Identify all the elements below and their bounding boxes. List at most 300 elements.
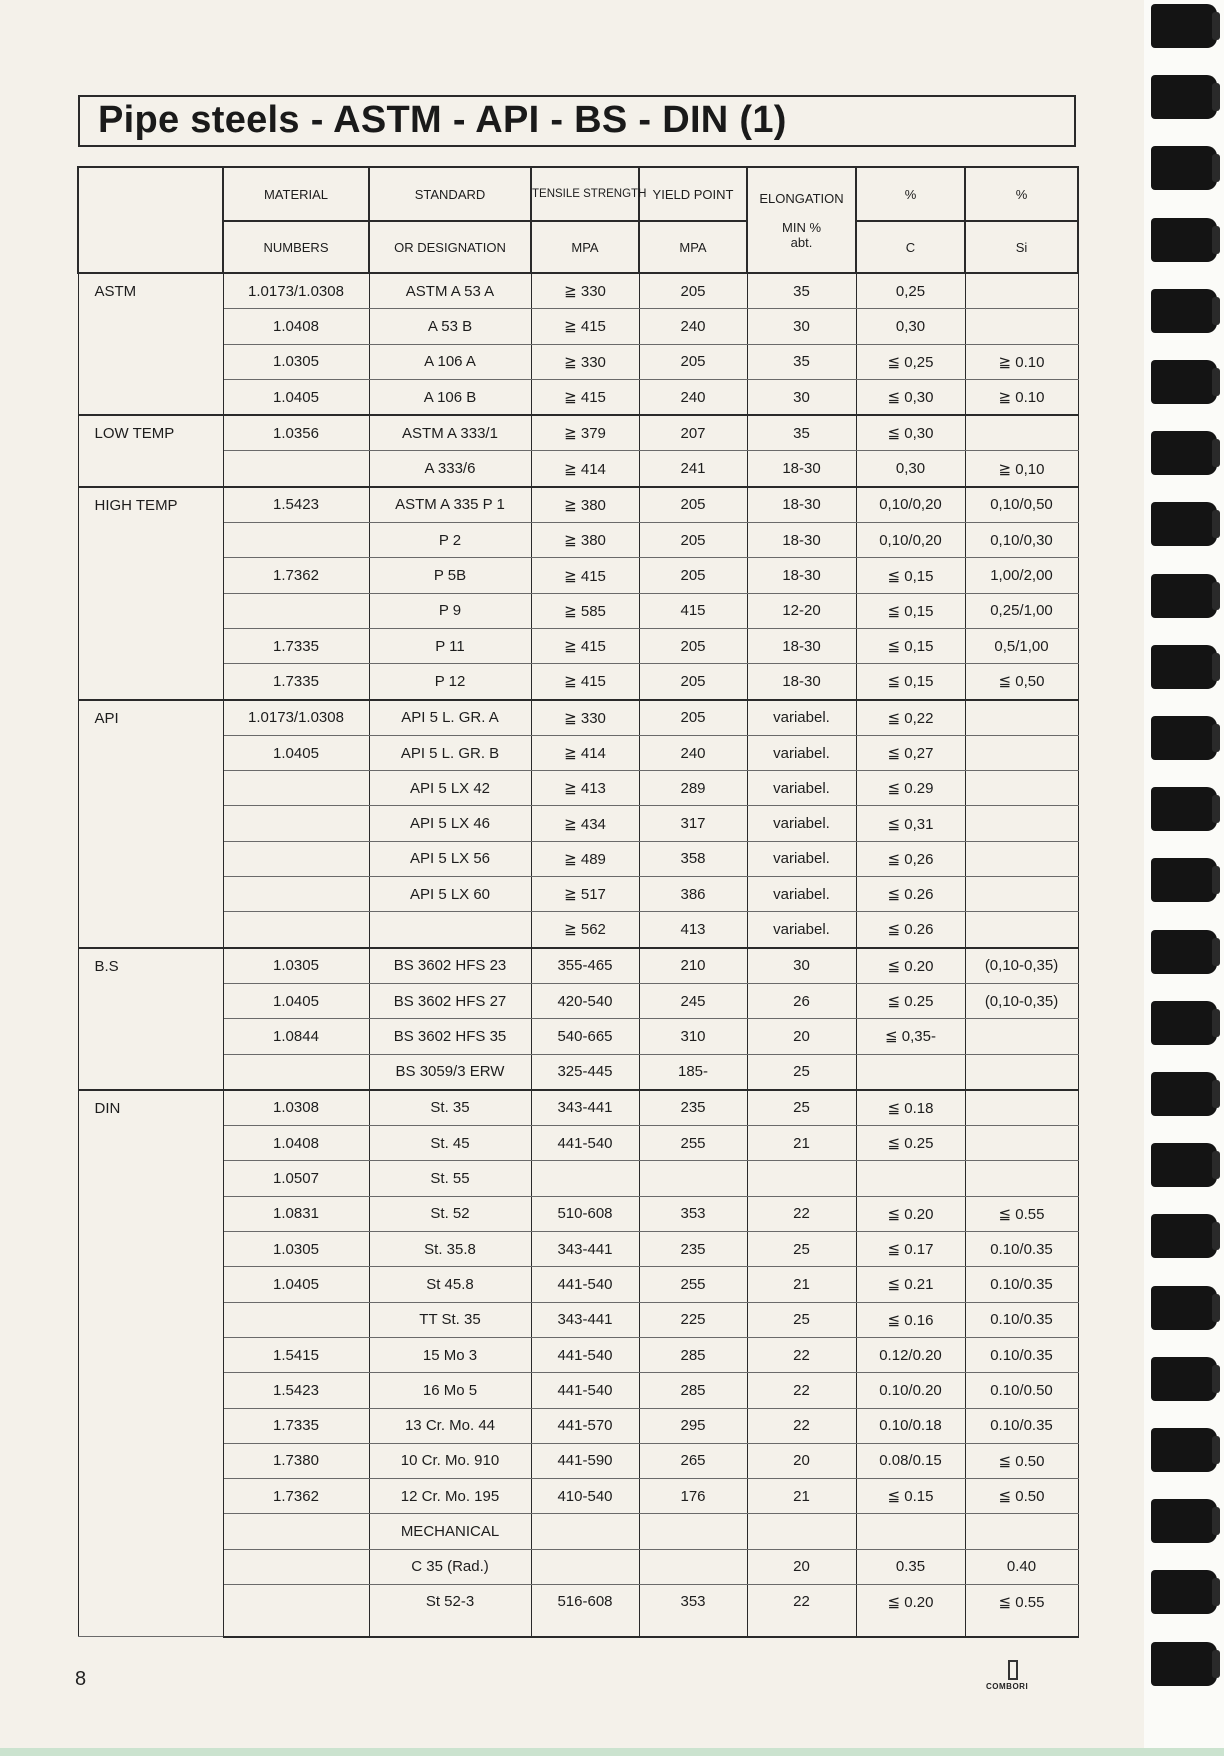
standard-cell: 15 Mo 3: [369, 1337, 531, 1372]
carbon-cell: ≦ 0,30: [856, 415, 965, 451]
silicon-cell: 0.10/0.35: [965, 1232, 1078, 1267]
yield-point-cell: 413: [639, 912, 747, 948]
standard-cell: St. 35.8: [369, 1232, 531, 1267]
standard-cell: C 35 (Rad.): [369, 1549, 531, 1584]
binding-ring-icon: [1151, 858, 1217, 902]
standard-cell: 16 Mo 5: [369, 1373, 531, 1408]
table-row: [78, 1054, 1078, 1090]
table-row: [78, 1090, 1078, 1126]
standard-cell: [369, 912, 531, 948]
elongation-cell: variabel.: [747, 841, 856, 876]
binding-ring-icon: [1151, 1357, 1217, 1401]
yield-point-cell: 265: [639, 1443, 747, 1478]
tensile-strength-cell: ≧ 330: [531, 273, 639, 309]
table-row: [78, 1019, 1078, 1054]
standard-cell: St. 52: [369, 1196, 531, 1231]
bottom-strip: [0, 1748, 1224, 1756]
title-box: [78, 95, 1076, 147]
yield-point-cell: 235: [639, 1090, 747, 1126]
material-number-cell: [223, 1302, 369, 1337]
carbon-cell: ≦ 0.17: [856, 1232, 965, 1267]
carbon-cell: 0.12/0.20: [856, 1337, 965, 1372]
tensile-strength-cell: ≧ 415: [531, 309, 639, 344]
carbon-cell: ≦ 0,25: [856, 344, 965, 379]
binding-ring-icon: [1151, 1286, 1217, 1330]
standard-cell: P 2: [369, 523, 531, 558]
tensile-strength-cell: ≧ 415: [531, 379, 639, 415]
elongation-cell: 18-30: [747, 523, 856, 558]
carbon-cell: ≦ 0.25: [856, 1126, 965, 1161]
table-row: [78, 523, 1078, 558]
tensile-strength-cell: 516-608: [531, 1584, 639, 1637]
silicon-cell: (0,10-0,35): [965, 983, 1078, 1018]
elongation-cell: 12-20: [747, 593, 856, 628]
silicon-cell: 0,5/1,00: [965, 628, 1078, 663]
group-label: ASTM: [78, 273, 223, 415]
material-number-cell: 1.7380: [223, 1443, 369, 1478]
tensile-strength-cell: 355-465: [531, 948, 639, 984]
binding-ring-icon: [1151, 360, 1217, 404]
elongation-cell: 25: [747, 1054, 856, 1090]
elongation-cell: 20: [747, 1019, 856, 1054]
group-label: DIN: [78, 1090, 223, 1637]
elongation-cell: 26: [747, 983, 856, 1018]
silicon-cell: 0.40: [965, 1549, 1078, 1584]
elongation-cell: [747, 1161, 856, 1196]
group-label: HIGH TEMP: [78, 487, 223, 700]
standard-cell: St 52-3: [369, 1584, 531, 1637]
spiral-binding: [1144, 0, 1224, 1756]
yield-point-cell: 207: [639, 415, 747, 451]
elongation-cell: 25: [747, 1232, 856, 1267]
binding-ring-icon: [1151, 1072, 1217, 1116]
elongation-cell: 25: [747, 1302, 856, 1337]
carbon-cell: ≦ 0,15: [856, 628, 965, 663]
silicon-cell: [965, 1090, 1078, 1126]
standard-cell: API 5 LX 46: [369, 806, 531, 841]
silicon-cell: ≦ 0.55: [965, 1196, 1078, 1231]
publisher-logo: [984, 1660, 1044, 1694]
binding-ring-icon: [1151, 146, 1217, 190]
elongation-cell: 30: [747, 948, 856, 984]
table-row: [78, 1408, 1078, 1443]
standard-cell: A 106 B: [369, 379, 531, 415]
table-row: [78, 806, 1078, 841]
tensile-strength-cell: 420-540: [531, 983, 639, 1018]
material-number-cell: 1.0831: [223, 1196, 369, 1231]
silicon-cell: [965, 273, 1078, 309]
header-c-element: C: [856, 221, 965, 273]
header-standard: STANDARD: [369, 167, 531, 221]
binding-ring-icon: [1151, 1499, 1217, 1543]
header-elongation-abt: abt.: [790, 234, 813, 250]
standard-cell: St. 55: [369, 1161, 531, 1196]
carbon-cell: ≦ 0,30: [856, 379, 965, 415]
tensile-strength-cell: ≧ 414: [531, 735, 639, 770]
material-number-cell: [223, 841, 369, 876]
material-number-cell: 1.7335: [223, 664, 369, 700]
header-material-sub: NUMBERS: [223, 221, 369, 273]
binding-ring-icon: [1151, 645, 1217, 689]
table-row: [78, 1302, 1078, 1337]
standard-cell: API 5 LX 60: [369, 877, 531, 912]
carbon-cell: ≦ 0,26: [856, 841, 965, 876]
yield-point-cell: 245: [639, 983, 747, 1018]
yield-point-cell: 255: [639, 1126, 747, 1161]
standard-cell: P 12: [369, 664, 531, 700]
table-row: [78, 1337, 1078, 1372]
standard-cell: 12 Cr. Mo. 195: [369, 1479, 531, 1514]
material-number-cell: 1.0405: [223, 735, 369, 770]
carbon-cell: ≦ 0.20: [856, 948, 965, 984]
standard-cell: P 9: [369, 593, 531, 628]
table-row: [78, 1373, 1078, 1408]
carbon-cell: ≦ 0,15: [856, 664, 965, 700]
silicon-cell: (0,10-0,35): [965, 948, 1078, 984]
elongation-cell: 18-30: [747, 558, 856, 593]
header-si-percent: %: [965, 167, 1078, 221]
silicon-cell: ≦ 0.50: [965, 1479, 1078, 1514]
elongation-cell: 30: [747, 309, 856, 344]
yield-point-cell: [639, 1549, 747, 1584]
yield-point-cell: 285: [639, 1373, 747, 1408]
material-number-cell: [223, 806, 369, 841]
yield-point-cell: 210: [639, 948, 747, 984]
yield-point-cell: 205: [639, 558, 747, 593]
group-label: LOW TEMP: [78, 415, 223, 487]
material-number-cell: 1.0173/1.0308: [223, 273, 369, 309]
table-row: [78, 664, 1078, 700]
material-number-cell: 1.0173/1.0308: [223, 700, 369, 736]
tensile-strength-cell: ≧ 415: [531, 628, 639, 663]
yield-point-cell: 353: [639, 1584, 747, 1637]
group-label: B.S: [78, 948, 223, 1090]
carbon-cell: 0.10/0.18: [856, 1408, 965, 1443]
binding-ring-icon: [1151, 930, 1217, 974]
carbon-cell: ≦ 0,15: [856, 593, 965, 628]
table-row: [78, 593, 1078, 628]
table-row: [78, 344, 1078, 379]
tensile-strength-cell: 510-608: [531, 1196, 639, 1231]
elongation-cell: 20: [747, 1549, 856, 1584]
carbon-cell: 0,10/0,20: [856, 523, 965, 558]
tensile-strength-cell: 343-441: [531, 1232, 639, 1267]
header-standard-sub: OR DESIGNATION: [369, 221, 531, 273]
standard-cell: 13 Cr. Mo. 44: [369, 1408, 531, 1443]
elongation-cell: 25: [747, 1090, 856, 1126]
silicon-cell: [965, 1054, 1078, 1090]
header-elongation-title: ELONGATION: [759, 190, 844, 206]
table-row: [78, 948, 1078, 984]
binding-ring-icon: [1151, 218, 1217, 262]
pipe-steels-table: [77, 166, 1079, 1638]
table-row: [78, 877, 1078, 912]
silicon-cell: [965, 877, 1078, 912]
standard-cell: ASTM A 333/1: [369, 415, 531, 451]
standard-cell: API 5 L. GR. B: [369, 735, 531, 770]
carbon-cell: ≦ 0.26: [856, 912, 965, 948]
material-number-cell: [223, 1054, 369, 1090]
yield-point-cell: 205: [639, 664, 747, 700]
standard-cell: API 5 LX 56: [369, 841, 531, 876]
standard-cell: MECHANICAL: [369, 1514, 531, 1549]
material-number-cell: [223, 912, 369, 948]
silicon-cell: [965, 700, 1078, 736]
carbon-cell: 0,10/0,20: [856, 487, 965, 523]
yield-point-cell: 235: [639, 1232, 747, 1267]
tensile-strength-cell: ≧ 585: [531, 593, 639, 628]
carbon-cell: ≦ 0,31: [856, 806, 965, 841]
carbon-cell: [856, 1514, 965, 1549]
tensile-strength-cell: ≧ 380: [531, 523, 639, 558]
header-c-percent: %: [856, 167, 965, 221]
yield-point-cell: 353: [639, 1196, 747, 1231]
table-row: [78, 628, 1078, 663]
silicon-cell: ≦ 0,50: [965, 664, 1078, 700]
tensile-strength-cell: ≧ 414: [531, 451, 639, 487]
table-row: [78, 735, 1078, 770]
standard-cell: P 11: [369, 628, 531, 663]
silicon-cell: [965, 415, 1078, 451]
material-number-cell: 1.0408: [223, 309, 369, 344]
elongation-cell: variabel.: [747, 912, 856, 948]
silicon-cell: 0.10/0.35: [965, 1337, 1078, 1372]
material-number-cell: 1.0305: [223, 948, 369, 984]
carbon-cell: ≦ 0.20: [856, 1584, 965, 1637]
carbon-cell: ≦ 0,15: [856, 558, 965, 593]
carbon-cell: 0.08/0.15: [856, 1443, 965, 1478]
material-number-cell: 1.0308: [223, 1090, 369, 1126]
tensile-strength-cell: 441-540: [531, 1373, 639, 1408]
carbon-cell: 0,25: [856, 273, 965, 309]
binding-ring-icon: [1151, 1214, 1217, 1258]
silicon-cell: 0.10/0.35: [965, 1267, 1078, 1302]
logo-text: COMBORI: [986, 1682, 1029, 1691]
header-elongation-min: MIN %: [782, 219, 821, 235]
elongation-cell: 35: [747, 344, 856, 379]
yield-point-cell: 285: [639, 1337, 747, 1372]
material-number-cell: 1.7335: [223, 628, 369, 663]
yield-point-cell: 185-: [639, 1054, 747, 1090]
elongation-cell: [747, 1514, 856, 1549]
yield-point-cell: [639, 1514, 747, 1549]
material-number-cell: 1.7362: [223, 558, 369, 593]
carbon-cell: ≦ 0,35-: [856, 1019, 965, 1054]
elongation-cell: variabel.: [747, 877, 856, 912]
table-row: [78, 1584, 1078, 1637]
binding-ring-icon: [1151, 574, 1217, 618]
binding-ring-icon: [1151, 1428, 1217, 1472]
silicon-cell: 0,25/1,00: [965, 593, 1078, 628]
yield-point-cell: 358: [639, 841, 747, 876]
carbon-cell: ≦ 0.26: [856, 877, 965, 912]
material-number-cell: 1.7335: [223, 1408, 369, 1443]
silicon-cell: ≦ 0.55: [965, 1584, 1078, 1637]
standard-cell: API 5 L. GR. A: [369, 700, 531, 736]
standard-cell: ASTM A 335 P 1: [369, 487, 531, 523]
elongation-cell: 22: [747, 1373, 856, 1408]
silicon-cell: ≧ 0,10: [965, 451, 1078, 487]
material-number-cell: 1.5415: [223, 1337, 369, 1372]
table-row: [78, 1126, 1078, 1161]
binding-ring-icon: [1151, 75, 1217, 119]
yield-point-cell: 205: [639, 628, 747, 663]
elongation-cell: variabel.: [747, 806, 856, 841]
carbon-cell: [856, 1161, 965, 1196]
elongation-cell: 22: [747, 1196, 856, 1231]
yield-point-cell: 415: [639, 593, 747, 628]
table-row: [78, 487, 1078, 523]
yield-point-cell: 176: [639, 1479, 747, 1514]
standard-cell: TT St. 35: [369, 1302, 531, 1337]
table-row: [78, 1232, 1078, 1267]
carbon-cell: ≦ 0.21: [856, 1267, 965, 1302]
yield-point-cell: 205: [639, 700, 747, 736]
material-number-cell: 1.0305: [223, 1232, 369, 1267]
yield-point-cell: 240: [639, 735, 747, 770]
yield-point-cell: 205: [639, 523, 747, 558]
header-tensile-unit: MPA: [531, 221, 639, 273]
silicon-cell: 0.10/0.35: [965, 1302, 1078, 1337]
table-row: [78, 983, 1078, 1018]
tensile-strength-cell: ≧ 415: [531, 664, 639, 700]
silicon-cell: ≧ 0.10: [965, 379, 1078, 415]
tensile-strength-cell: 410-540: [531, 1479, 639, 1514]
carbon-cell: [856, 1054, 965, 1090]
table-row: [78, 1443, 1078, 1478]
header-group: [78, 167, 223, 273]
material-number-cell: [223, 1549, 369, 1584]
elongation-cell: 22: [747, 1337, 856, 1372]
tensile-strength-cell: ≧ 379: [531, 415, 639, 451]
silicon-cell: [965, 912, 1078, 948]
silicon-cell: [965, 1019, 1078, 1054]
tensile-strength-cell: ≧ 380: [531, 487, 639, 523]
standard-cell: BS 3602 HFS 35: [369, 1019, 531, 1054]
elongation-cell: 21: [747, 1479, 856, 1514]
elongation-cell: 35: [747, 415, 856, 451]
binding-ring-icon: [1151, 289, 1217, 333]
tensile-strength-cell: ≧ 517: [531, 877, 639, 912]
carbon-cell: 0,30: [856, 309, 965, 344]
carbon-cell: ≦ 0.25: [856, 983, 965, 1018]
material-number-cell: 1.0405: [223, 983, 369, 1018]
tensile-strength-cell: ≧ 562: [531, 912, 639, 948]
binding-ring-icon: [1151, 1001, 1217, 1045]
elongation-cell: 35: [747, 273, 856, 309]
yield-point-cell: 225: [639, 1302, 747, 1337]
standard-cell: A 53 B: [369, 309, 531, 344]
yield-point-cell: 205: [639, 344, 747, 379]
silicon-cell: [965, 841, 1078, 876]
yield-point-cell: 386: [639, 877, 747, 912]
elongation-cell: 18-30: [747, 628, 856, 663]
elongation-cell: 18-30: [747, 487, 856, 523]
material-number-cell: [223, 1584, 369, 1637]
material-number-cell: 1.5423: [223, 487, 369, 523]
binding-ring-icon: [1151, 1143, 1217, 1187]
tensile-strength-cell: ≧ 330: [531, 344, 639, 379]
material-number-cell: 1.5423: [223, 1373, 369, 1408]
elongation-cell: variabel.: [747, 735, 856, 770]
standard-cell: St. 45: [369, 1126, 531, 1161]
elongation-cell: 21: [747, 1267, 856, 1302]
table-row: [78, 1514, 1078, 1549]
elongation-cell: 18-30: [747, 664, 856, 700]
standard-cell: BS 3059/3 ERW: [369, 1054, 531, 1090]
silicon-cell: [965, 771, 1078, 806]
tensile-strength-cell: ≧ 434: [531, 806, 639, 841]
yield-point-cell: 317: [639, 806, 747, 841]
material-number-cell: 1.0507: [223, 1161, 369, 1196]
material-number-cell: [223, 593, 369, 628]
carbon-cell: 0.35: [856, 1549, 965, 1584]
header-yield-unit: MPA: [639, 221, 747, 273]
table-body: [78, 273, 1078, 1637]
carbon-cell: 0.10/0.20: [856, 1373, 965, 1408]
silicon-cell: ≧ 0.10: [965, 344, 1078, 379]
binding-ring-icon: [1151, 716, 1217, 760]
elongation-cell: 18-30: [747, 451, 856, 487]
binding-ring-icon: [1151, 502, 1217, 546]
binding-ring-icon: [1151, 1570, 1217, 1614]
table-row: [78, 771, 1078, 806]
silicon-cell: [965, 1514, 1078, 1549]
page-number: 8: [75, 1668, 87, 1690]
silicon-cell: 0.10/0.35: [965, 1408, 1078, 1443]
yield-point-cell: 289: [639, 771, 747, 806]
material-number-cell: 1.0405: [223, 379, 369, 415]
material-number-cell: [223, 523, 369, 558]
tensile-strength-cell: 540-665: [531, 1019, 639, 1054]
binding-ring-icon: [1151, 787, 1217, 831]
table-row: [78, 1479, 1078, 1514]
tensile-strength-cell: [531, 1161, 639, 1196]
silicon-cell: [965, 806, 1078, 841]
standard-cell: St 45.8: [369, 1267, 531, 1302]
yield-point-cell: 240: [639, 379, 747, 415]
yield-point-cell: 205: [639, 487, 747, 523]
header-material: MATERIAL: [223, 167, 369, 221]
tensile-strength-cell: ≧ 413: [531, 771, 639, 806]
binding-ring-icon: [1151, 4, 1217, 48]
carbon-cell: ≦ 0.18: [856, 1090, 965, 1126]
material-number-cell: 1.0844: [223, 1019, 369, 1054]
tensile-strength-cell: 343-441: [531, 1302, 639, 1337]
table-row: [78, 1267, 1078, 1302]
silicon-cell: [965, 309, 1078, 344]
silicon-cell: ≦ 0.50: [965, 1443, 1078, 1478]
carbon-cell: ≦ 0,27: [856, 735, 965, 770]
elongation-cell: 20: [747, 1443, 856, 1478]
elongation-cell: 22: [747, 1408, 856, 1443]
carbon-cell: ≦ 0,22: [856, 700, 965, 736]
binding-ring-icon: [1151, 431, 1217, 475]
yield-point-cell: 205: [639, 273, 747, 309]
table-row: [78, 273, 1078, 309]
table-row: [78, 558, 1078, 593]
silicon-cell: [965, 1126, 1078, 1161]
header-row-1: [78, 167, 1078, 221]
material-number-cell: [223, 771, 369, 806]
material-number-cell: 1.0408: [223, 1126, 369, 1161]
header-elongation: [747, 167, 856, 273]
table-row: [78, 379, 1078, 415]
elongation-cell: 22: [747, 1584, 856, 1637]
standard-cell: ASTM A 53 A: [369, 273, 531, 309]
table-row: [78, 415, 1078, 451]
elongation-cell: variabel.: [747, 771, 856, 806]
